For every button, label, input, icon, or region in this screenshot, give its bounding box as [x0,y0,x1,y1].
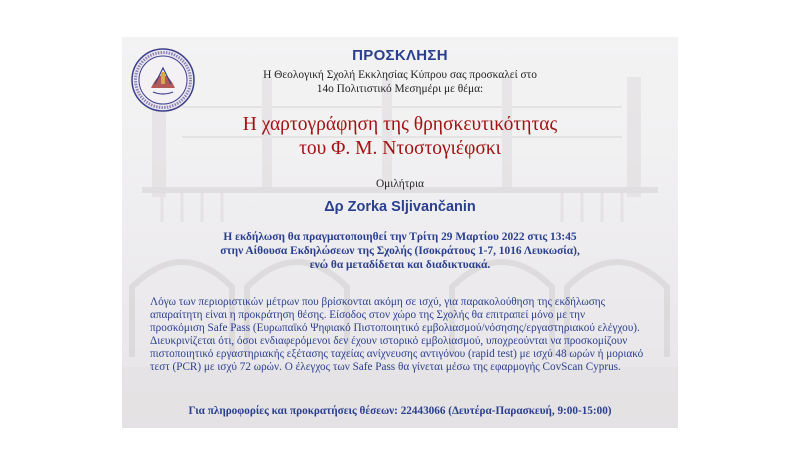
event-line: ενώ θα μεταδίδεται και διαδικτυακά. [309,259,491,271]
info-line: πιστοποιητικό εργαστηριακής εξέτασης ταχείας ανίχνευσης αντιγόνου (rapid test) με ισχύ 48 ωρών ή μοριακό [150,347,644,360]
speaker-name: Δρ Zorka Sljivančanin [324,199,476,215]
invitation-line: Η Θεολογική Σχολή Εκκλησίας Κύπρου σας προσκαλεί στο [263,69,537,81]
invitation-line: 14ο Πολιτιστικό Μεσημέρι με θέμα: [316,82,484,95]
info-line: Διευκρινίζεται ότι, όσοι ενδιαφερόμενοι δεν έχουν ιστορικό εμβολιασμού, υποχρεούνται να προσκομίζουν [150,334,628,347]
info-line: τεστ (PCR) με ισχύ 72 ωρών. Ο έλεγχος των Safe Pass θα γίνεται μέσω της εφαρμογής CovScan Cyprus. [150,360,621,373]
info-line: απαραίτητη είναι η προκράτηση θέσης. Είσοδος στον χώρο της Σχολής θα επιτραπεί μόνο με την [150,308,586,321]
lecture-topic [122,113,678,161]
event-line: στην Αίθουσα Εκδηλώσεων της Σχολής (Ισοκράτους 1-7, 1016 Λευκωσία), [220,245,580,257]
speaker-label: Ομιλήτρια [375,178,425,190]
contact-info: Για πληροφορίες και προκρατήσεις θέσεων: 22443066 (Δευτέρα-Παρασκευή, 9:00-15:00) [188,405,612,417]
topic-line: του Φ. Μ. Ντοστογιέφσκι [299,138,501,159]
covid-info-paragraph [150,296,650,373]
page-title: ΠΡΟΣΚΛΗΣΗ [352,47,448,64]
event-details [122,230,678,272]
info-line: Λόγω των περιοριστικών μέτρων που βρίσκονται ακόμη σε ισχύ, για παρακολούθηση της εκδήλωσης [150,296,606,308]
event-line: Η εκδήλωση θα πραγματοποιηθεί την Τρίτη 29 Μαρτίου 2022 στις 13:45 [223,231,577,243]
invitation-text [122,69,678,96]
topic-line: Η χαρτογράφηση της θρησκευτικότητας [242,114,558,135]
invitation-card [122,37,678,428]
info-line: προσκόμιση Safe Pass (Ευρωπαϊκό Ψηφιακό Πιστοποιητικό εμβολιασμού/νόσησης/εργαστηριακού ελέγχου). [150,321,640,334]
